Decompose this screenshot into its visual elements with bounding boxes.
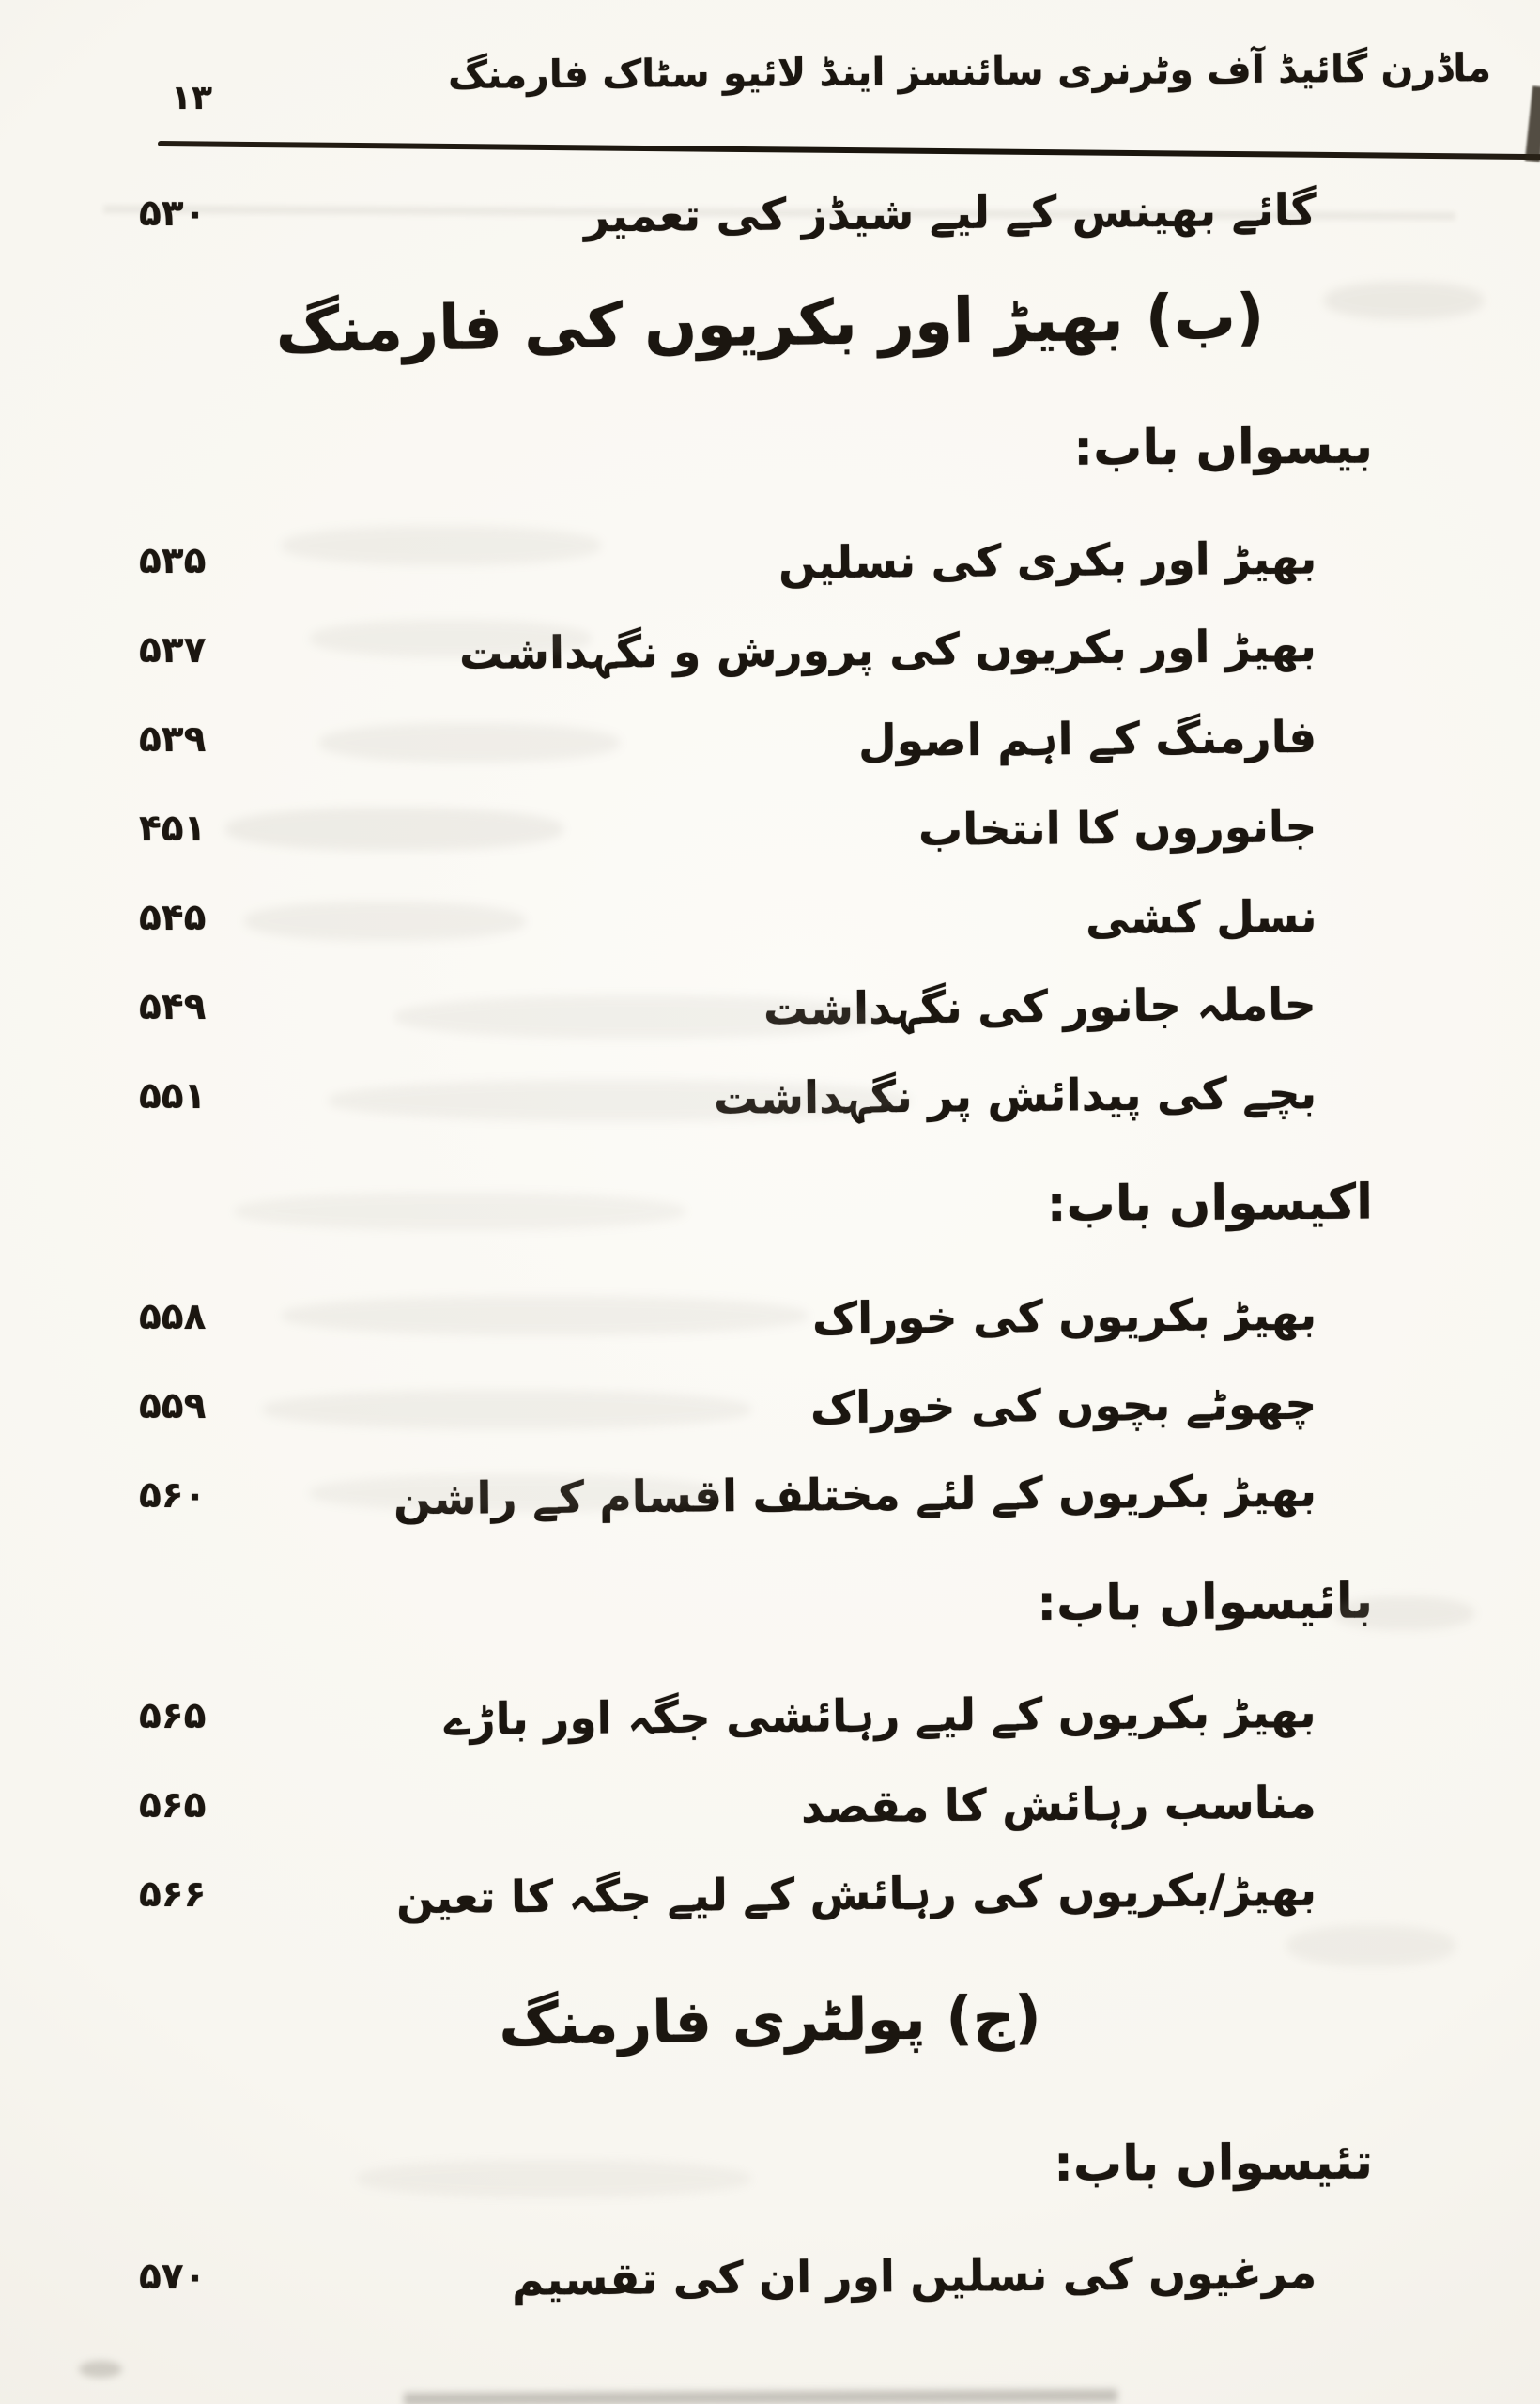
section-heading: (ب) بھیڑ اور بکریوں کی فارمنگ: [275, 280, 1265, 366]
toc-entry-title: بھیڑ اور بکری کی نسلیں: [778, 532, 1317, 590]
toc-entry-title: مرغیوں کی نسلیں اور ان کی تقسیم: [511, 2247, 1317, 2306]
toc-entry-page-number: ۵۳۵: [139, 540, 207, 582]
toc-entry-page-number: ۵۳۹: [139, 718, 207, 761]
toc-entry-page-number: ۵۴۵: [139, 897, 207, 939]
toc-entry: [0, 606, 1540, 695]
toc-entry-title: مناسب رہائش کا مقصد: [801, 1777, 1317, 1834]
toc-entry-title: بھیڑ بکریوں کے لیے رہائشی جگہ اور باڑے: [444, 1686, 1317, 1747]
section-heading: (ج) پولٹری فارمنگ: [498, 1981, 1042, 2058]
toc-entry-title: فارمنگ کے اہم اصول: [857, 711, 1317, 768]
toc-entry-page-number: ۵۵۸: [139, 1296, 207, 1338]
toc-entry-page-number: ۵۴۹: [139, 986, 207, 1028]
toc-entry: [0, 165, 1540, 261]
scan-edge-mark: [1525, 85, 1540, 162]
scan-smudge: [79, 2361, 122, 2378]
toc-entry-page-number: ۵۶۶: [139, 1873, 207, 1916]
chapter-heading: تئیسواں باب:: [1053, 2134, 1374, 2193]
scan-smudge: [404, 2389, 1117, 2404]
toc-entry-title: بچے کی پیدائش پر نگہداشت: [713, 1068, 1317, 1125]
toc-entry-page-number: ۵۵۱: [139, 1075, 207, 1117]
scan-ghost: [310, 1474, 723, 1512]
toc-entry-page-number: ۵۷۰: [139, 2256, 207, 2298]
scan-ghost: [394, 995, 883, 1039]
toc-entry: [0, 1761, 1540, 1850]
scan-ghost: [329, 1080, 911, 1121]
toc-entry-page-number: ۵۵۹: [139, 1385, 207, 1427]
chapter-heading: اکیسواں باب:: [1046, 1174, 1374, 1233]
scan-ghost: [263, 1390, 751, 1429]
scan-ghost: [357, 2160, 751, 2197]
toc-entry-title: بھیڑ بکریوں کی خوراک: [811, 1288, 1317, 1346]
scan-ghost: [235, 1193, 685, 1230]
scan-ghost: [1286, 1925, 1455, 1966]
toc-list: [0, 165, 1540, 2321]
scan-ghost: [244, 902, 526, 941]
toc-entry-title: نسل کشی: [1085, 890, 1317, 946]
toc-entry-title: بھیڑ اور بکریوں کی پرورش و نگہداشت: [458, 621, 1317, 680]
book-title-header: ماڈرن گائیڈ آف وٹرنری سائنسز اینڈ لائیو سٹاک فارمنگ: [447, 45, 1492, 98]
toc-entry-page-number: ۵۶۰: [139, 1474, 207, 1517]
scan-ghost: [1333, 1596, 1474, 1630]
scan-ghost: [225, 808, 563, 851]
scan-ghost: [282, 1296, 808, 1335]
toc-entry-page-number: ۴۵۱: [139, 808, 207, 850]
toc-entry-title: چھوٹے بچوں کی خوراک: [809, 1378, 1317, 1435]
toc-entry: [0, 1451, 1540, 1540]
chapter-heading: بیسواں باب:: [1073, 418, 1374, 477]
toc-entry-page-number: ۵۳۷: [139, 629, 207, 671]
scan-ghost: [319, 723, 620, 763]
chapter-heading: بائیسواں باب:: [1037, 1573, 1374, 1633]
toc-entry: [0, 516, 1540, 606]
toc-entry: [0, 2232, 1540, 2321]
header-rule: [158, 141, 1540, 160]
toc-entry: [0, 1850, 1540, 1939]
scan-ghost: [310, 620, 592, 657]
toc-entry-page-number: ۵۶۵: [139, 1784, 207, 1826]
toc-entry: [0, 695, 1540, 784]
toc-entry: [0, 1362, 1540, 1451]
toc-entry-title: بھیڑ/بکریوں کی رہائش کے لیے جگہ کا تعین: [395, 1864, 1317, 1925]
toc-entry-page-number: ۵۶۵: [139, 1695, 207, 1737]
scan-ghost: [282, 526, 601, 565]
toc-entry: [0, 1672, 1540, 1761]
toc-entry-title: حاملہ جانور کی نگہداشت: [763, 979, 1317, 1036]
toc-entry-page-number: ۵۳۰: [139, 192, 207, 235]
page-number: ۱۳: [171, 79, 212, 117]
scan-ghost: [1324, 282, 1484, 319]
toc-entry-title: بھیڑ بکریوں کے لئے مختلف اقسام کے راشن: [393, 1465, 1317, 1526]
toc-entry-title: گائے بھینس کے لیے شیڈز کی تعمیر: [584, 184, 1317, 242]
toc-entry: [0, 873, 1540, 963]
toc-entry-title: جانوروں کا انتخاب: [917, 801, 1317, 856]
